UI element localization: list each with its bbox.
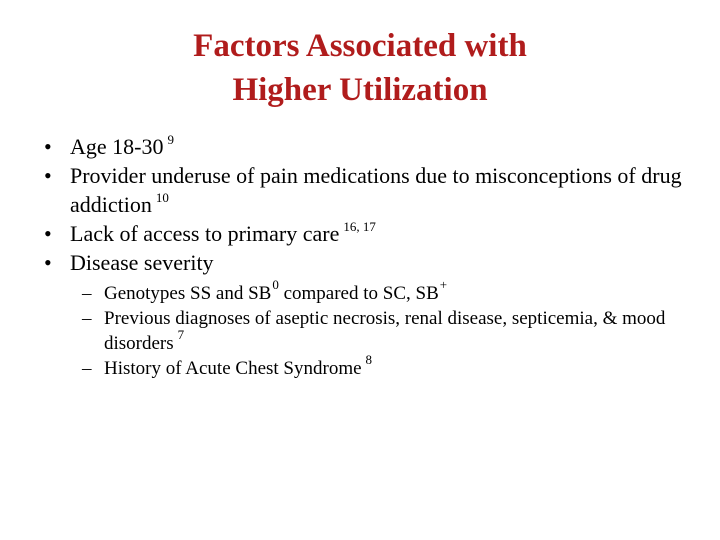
reference-number: 10 bbox=[155, 190, 169, 205]
sub-bullet-text: History of Acute Chest Syndrome bbox=[104, 358, 362, 379]
title-line-1: Factors Associated with bbox=[193, 28, 527, 64]
bullet-item-disease-severity bbox=[44, 248, 694, 381]
reference-number: 8 bbox=[365, 352, 373, 367]
bullet-item-provider-underuse bbox=[44, 161, 694, 219]
superscript: 0 bbox=[272, 277, 279, 292]
sub-bullet-list bbox=[74, 277, 694, 381]
bullet-icon: • bbox=[44, 221, 52, 246]
bullet-item-age bbox=[44, 132, 694, 161]
bullet-text: Age 18-30 bbox=[70, 134, 164, 159]
superscript: + bbox=[439, 277, 448, 292]
bullet-text: Provider underuse of pain medications due to misconceptions of drug addiction bbox=[70, 163, 682, 217]
sub-bullet-acute-chest-syndrome bbox=[74, 352, 694, 381]
sub-bullet-text-part1: Genotypes SS and SB bbox=[104, 283, 272, 304]
slide-title bbox=[0, 24, 720, 112]
reference-number: 9 bbox=[167, 132, 174, 147]
dash-icon: – bbox=[82, 308, 92, 329]
reference-number: 7 bbox=[177, 327, 185, 342]
sub-bullet-text: Previous diagnoses of aseptic necrosis, renal disease, septicemia, & mood disorders bbox=[104, 308, 666, 354]
bullet-item-primary-care bbox=[44, 219, 694, 248]
title-line-2: Higher Utilization bbox=[232, 72, 488, 108]
sub-bullet-previous-diagnoses bbox=[74, 306, 694, 356]
bullet-text: Disease severity bbox=[70, 250, 214, 275]
bullet-icon: • bbox=[44, 250, 52, 275]
dash-icon: – bbox=[82, 283, 92, 304]
bullet-list bbox=[44, 132, 694, 381]
sub-bullet-text-part2: compared to SC, SB bbox=[278, 283, 439, 304]
bullet-text: Lack of access to primary care bbox=[70, 221, 340, 246]
reference-number: 16, 17 bbox=[343, 219, 376, 234]
bullet-icon: • bbox=[44, 134, 52, 159]
sub-bullet-genotypes bbox=[74, 277, 694, 306]
bullet-icon: • bbox=[44, 163, 52, 188]
dash-icon: – bbox=[82, 358, 92, 379]
